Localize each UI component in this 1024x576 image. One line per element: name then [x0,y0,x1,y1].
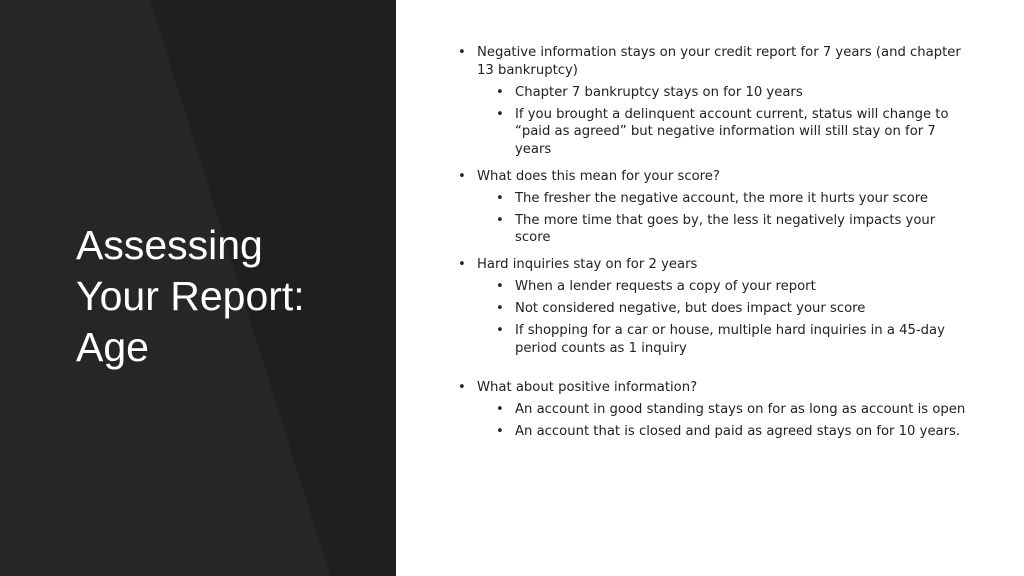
sub-bullet-text: When a lender requests a copy of your report [515,279,816,294]
bullet-text: Negative information stays on your credit report for 7 years (and chapter 13 bankruptcy) [477,45,961,78]
bullet-dot-icon: • [458,45,466,60]
bullet-text: Hard inquiries stay on for 2 years [477,257,698,272]
bullet-item [458,44,968,79]
bullet-dot-icon: • [458,380,466,395]
bullet-group-positive-info [458,379,968,441]
bullet-group-score-meaning [458,168,968,247]
sub-bullet-text: An account in good standing stays on for as long as account is open [515,402,966,417]
sub-bullet-text: Not considered negative, but does impact your score [515,301,866,316]
slide-title-line: Assessing [76,222,263,269]
sub-bullet-text: The more time that goes by, the less it negatively impacts your score [515,212,936,245]
sub-bullet-item [496,423,968,441]
sub-bullet-text: Chapter 7 bankruptcy stays on for 10 years [515,84,803,100]
sub-bullet-text: If you brought a delinquent account current, status will change to “paid as agreed” but negative information will still stay on for 7 years [515,106,949,157]
slide-title [76,220,376,373]
sub-bullet-item [496,212,968,247]
sub-bullet-item [496,190,968,208]
sub-bullet-text: If shopping for a car or house, multiple hard inquiries in a 45-day period counts as 1 inquiry [515,323,945,356]
sub-bullet-text: The fresher the negative account, the more it hurts your score [515,190,929,206]
slide-title-line: Your Report: [76,273,305,320]
bullet-dot-icon: • [496,279,504,294]
bullet-text: What does this mean for your score? [477,168,720,184]
sub-bullet-item [496,300,968,318]
bullet-group-hard-inquiries [458,256,968,357]
bullet-dot-icon: • [496,301,504,316]
sub-bullet-item [496,106,968,159]
bullet-dot-icon: • [496,323,504,338]
bullet-dot-icon: • [458,168,466,184]
sub-bullet-item [496,322,968,357]
bullet-dot-icon: • [496,212,504,228]
bullet-item [458,168,968,186]
sub-bullet-text: An account that is closed and paid as agreed stays on for 10 years. [515,424,961,439]
slide-title-line: Age [76,324,149,371]
bullet-dot-icon: • [496,190,504,206]
title-panel [0,0,396,576]
bullet-item [458,256,968,274]
bullet-group-negative-info [458,44,968,158]
bullet-content [458,44,968,450]
sub-bullet-item [496,278,968,296]
bullet-dot-icon: • [458,257,466,272]
bullet-dot-icon: • [496,424,504,439]
bullet-dot-icon: • [496,402,504,417]
sub-bullet-item [496,84,968,102]
sub-bullet-item [496,401,968,419]
bullet-dot-icon: • [496,84,504,100]
bullet-text: What about positive information? [477,380,698,395]
bullet-item [458,379,968,397]
bullet-dot-icon: • [496,106,504,122]
